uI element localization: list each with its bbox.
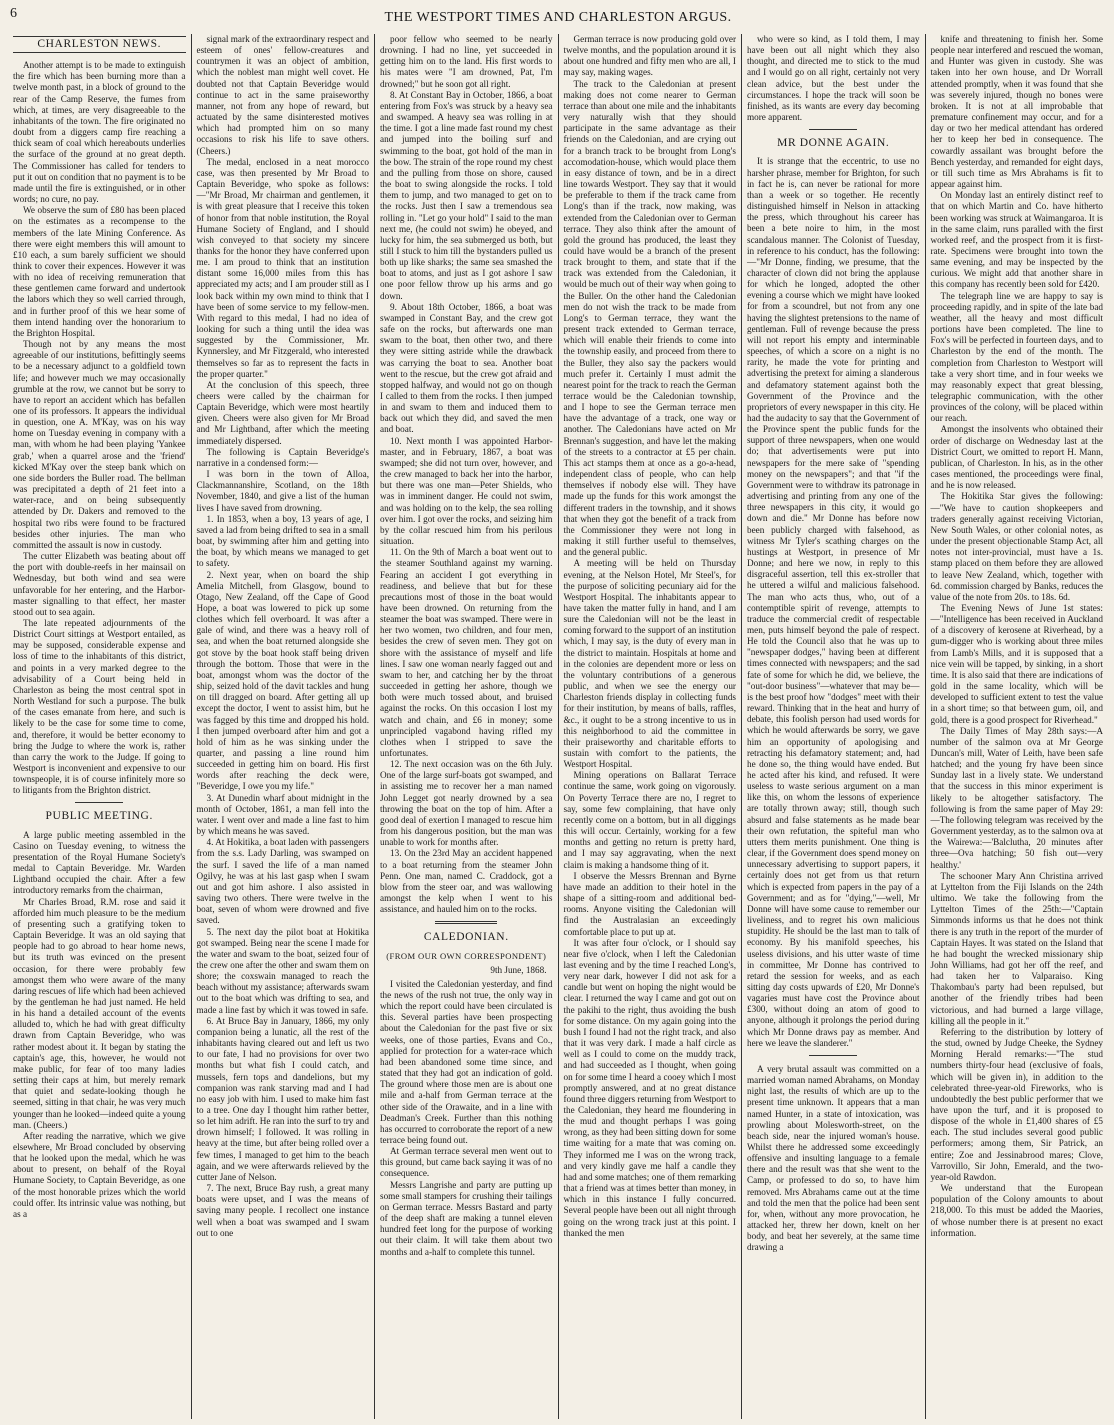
article-paragraph: 3. At Dunedin wharf about midnight in the month of October, 1861, a man fell into the water. I went over and made a line fast to him by which means he was saved. (196, 792, 369, 837)
article-paragraph: 13. On the 23rd May an accident happened to a boat returning from the steamer John Penn. One man, named C. Craddock, got a blow from the steer oar, and was wallowing amongst the kelp when I went to his assistance, and hauled him on to the rocks. (380, 848, 553, 915)
column-5 (742, 34, 926, 1419)
article-paragraph: signal mark of the extraordinary respect and esteem of ones' fellow-creatures and countrymen it was an object of ambition, which the noblest man might well covet. He doubted not that Captain Beveridge would continue to act in the same praiseworthy manner, not from any hope of reward, but actuated by the same disinterested motives which had prompted him on so many occasions to risk his life to save others. (Cheers.) (196, 34, 369, 156)
section-divider (75, 802, 123, 803)
columns (8, 34, 1108, 1419)
article-paragraph: 8. At Constant Bay in October, 1866, a boat entering from Fox's was struck by a heavy sea and swamped. A heavy sea was rolling in at the time. I got a line made fast round my chest and jumped into the boiling surf and swimming to the boat, got hold of the man in the bow. The strain of the rope round my chest and the pulling from those on shore, caused the boat to swing alongside the rocks. I told them to jump, and two managed to get on to the rocks. Just then I saw a tremendous sea rolling in. "Let go your hold" I said to the man next me, (he could not swim) he obeyed, and lucky for him, the sea submerged us both, but still I stuck to him till the bystanders pulled us both up like sharks; the same sea smashed the boat to atoms, and just as I got ashore I saw one poor fellow throw up his arms and go down. (380, 89, 553, 301)
article-paragraph: 10. Next month I was appointed Harbor-master, and in February, 1867, a boat was swamped; she did not turn over, however, and the crew managed to back her into the harbor, but there was one man—Peter Shields, who was in imminent danger. He could not swim, and was holding on to the kelp, the sea rolling over him. I got over the rocks, and seizing him by the collar rescued him from his perilous situation. (380, 435, 553, 547)
article-paragraph: 11. On the 9th of March a boat went out to the steamer Southland against my warning. Fearing an accident I got everything in readiness, and believe that but for these precautions most of those in the boat would have been drowned. On returning from the steamer the boat was swamped. There were in her two women, two children, and four men, besides the crew of seven men. They got on shore with the assistance of myself and life lines. I saw one woman nearly fagged out and swam to her, and catching her by the throat succeeded in getting her ashore, though we both were much tossed about, and bruised against the rocks. On this occasion I lost my watch and chain, and £6 in money; some unprincipled vagabond having rifled my clothes when I stripped to save the unfortunates. (380, 547, 553, 758)
article-paragraph: The cutter Elizabeth was beating about off the port with double-reefs in her mainsail on Wednesday, but both wind and sea were unfavorable for her entering, and the Harbor-master signalling to that effect, her master stood out to sea again. (13, 551, 186, 617)
article-paragraph: Referring to the distribution by lottery of the stud, owned by Judge Cheeke, the Sydney Morning Herald remarks:—"The stud numbers thirty-four head (exclusive of foals, which will be given in), in addition to the celebrated three-year-old Fireworks, who is undoubtedly the best public performer that we have upon the turf, and it is proposed to dispose of the whole in £1,400 shares of £5 each. The stud includes several good public performers; among them, Sir Patrick, an entire; Zoe and Jessinabrood mares; Clove, Varrovillo, Sir John, Emerald, and the two-year-old Rawdon. (930, 1026, 1103, 1182)
section-title: PUBLIC MEETING. (45, 810, 153, 823)
article-paragraph: poor fellow who seemed to be nearly drowning. I had no line, yet succeeded in getting him on to the land. His first words to his mates were "I am drowned, Pat, I'm drowned;" but he soon got all right. (380, 34, 553, 89)
section-divider (809, 129, 857, 130)
column-6 (926, 34, 1109, 1419)
page-number: 6 (10, 6, 17, 21)
article-paragraph: Mining operations on Ballarat Terrace continue the same, work going on vigorously. On Poverty Terrace there are no, I regret to say, some few complaining, that have only recently come on a bottom, but in all diggings this will occur. Certainly, working for a few months and getting no return is pretty hard, and I may say aggravating, when the next claim is making a handsome thing of it. (563, 770, 736, 870)
article-paragraph: 5. The next day the pilot boat at Hokitika got swamped. Being near the scene I made for the water and swam to the boat, seized four of the crew one after the other and swam them on shore; the coxswain managed to reach the beach without my assistance; afterwards swam out to the boat which was drifting to sea, and made a line fast by which it was towed in safe. (196, 926, 369, 1015)
article-paragraph: After reading the narrative, which we give elsewhere, Mr Broad concluded by observing that he looked upon the medal, which he was about to present, on behalf of the Royal Humane Society, to Captain Beveridge, as one of the most honorable prizes which the world could offer. Its intrinsic value was nothing, but as a (13, 1130, 186, 1219)
article-paragraph: A meeting will be held on Thursday evening, at the Nelson Hotel, Mr Steel's, for the purpose of soliciting pecuniary aid for the Westport Hospital. The inhabitants appear to have taken the matter fully in hand, and I am sure the Caledonian will not be the least in coming forward to the support of an institution which, I may say, is the duty of every man in the district to maintain. Hospitals at home and in the colonies are dependent more or less on the voluntary contributions of a generous public, and when we see the energy our Charleston friends display in collecting funds for their institution, by means of balls, raffles, &c., it ought to be a strong incentive to us in this neighborhood to aid the committee in their praiseworthy and charitable efforts to sustain with comfort to the patients, the Westport Hospital. (563, 558, 736, 770)
column-1 (8, 34, 192, 1419)
article-paragraph: German terrace is now producing gold over twelve months, and the population around it is about one hundred and fifty men who are all, I may say, making wages. (563, 34, 736, 78)
article-paragraph: The Daily Times of May 28th says:—A number of the salmon ova at Mr George Duncan's mill, Water of Leith, have been safe hatched; and the young fry have been since Sunday last in a lively state. We understand that the success in this minor experiment is likely to be altogether satisfactory. The following is from the same paper of May 29:—The following telegram was received by the Government yesterday, as to the salmon ova at the Wairewa:—'Balclutha, 20 minutes after three—Ova hatching; 50 fish out—very healthy.' (930, 725, 1103, 870)
article-paragraph: The telegraph line we are happy to say is proceeding rapidly, and in spite of the late bad weather, all the heavy and most difficult portions have been completed. The line to Fox's will be perfected in fourteen days, and to Charleston by the end of the month. The completion from Charleston to Westport will take a very short time, and in four weeks we may reasonably expect that great blessing, telegraphic communication, with the other provinces of the colony, will be placed within our reach. (930, 290, 1103, 424)
article-paragraph: 2. Next year, when on board the ship Amelia Mitchell, from Glasgow, bound to Otago, New Zealand, off the Cape of Good Hope, a boat was lowered to pick up some clothes which fell overboard. It was after a gale of wind, and there was a heavy roll of sea, and when the boat returned alongside she got stove by the boat hook staff being driven through the bottom. Those that were in the boat, amongst whom was the doctor of the ship, seized hold of the davit tackles and hung on till dragged on board. After getting all up except the doctor, I went to assist him, but he was fagged by this time and dropped his hold. I then jumped overboard after him and got a hold of him as he was sinking under the quarter, and passing a line round him succeeded in getting him on board. His first words after reaching the deck were, "Beveridge, I owe you my life." (196, 569, 369, 792)
section-title: CHARLESTON NEWS. (13, 36, 186, 53)
article-paragraph: 7. The next, Bruce Bay rush, a great many boats were upset, and I was the means of saving many people. I recollect one instance well when a boat was swamped and I swam out to one (196, 1183, 369, 1238)
article-paragraph: Messrs Langrishe and party are putting up some small stampers for crushing their tailings on German terrace. Messrs Bastard and party of the deep shaft are making a tunnel eleven hundred feet long for the purpose of working out their claim. It will take them about two months and a-half to complete this tunnel. (380, 1179, 553, 1257)
article-paragraph: 9. About 18th October, 1866, a boat was swamped in Constant Bay, and the crew got safe on the rocks, but afterwards one man swam to the boat, then other two, and there they were sitting astride while the drawback was carrying the boat to sea. Another boat went to the rescue, but the crew got afraid and stopped halfway, and would not go on though I called to them from the rocks. I then jumped in and swam to them and induced them to back out which they did, and saved the men and boat. (380, 301, 553, 435)
article-paragraph: Amongst the insolvents who obtained their order of discharge on Wednesday last at the District Court, we omitted to report H. Mann, publican, of Charleston. In his, as in the other cases mentioned, the proceedings were final, and he is now released. (930, 424, 1103, 491)
masthead-title: THE WESTPORT TIMES AND CHARLESTON ARGUS. (384, 10, 732, 25)
article-paragraph: A very brutal assault was committed on a married woman named Abrahams, on Monday night last, the results of which are up to the present time unknown. It appears that a man named Hunter, in a state of intoxication, was prowling about Molesworth-street, on the beach side, near the injured woman's house. Whilst there he addressed some exceedingly offensive and insulting language to a female there and the result was that she went to the Camp, or professed to do so, to have him removed. Mrs Abrahams came out at the time and told the men that the police had been sent for, when, without any more provocation, he attacked her, threw her down, knelt on her body, and beat her severely, at the same time drawing a (747, 1063, 920, 1253)
byline: (FROM OUR OWN CORRESPONDENT) (386, 950, 547, 961)
article-paragraph: I visited the Caledonian yesterday, and find the news of the rush not true, the only way in which the report could have been circulated is this. Several parties have been prospecting about the Caledonian for the past five or six weeks, one of those parties, Evans and Co., applied for protection for a water-race which had been abandoned some time since, and stated that they had got an indication of gold. The ground where those men are is about one mile and a-half from German terrace at the other side of the Orawaite, and in a line with Deadman's Creek. Further than this nothing has occurred to corroborate the report of a new terrace being found out. (380, 978, 553, 1145)
article-paragraph: knife and threatening to finish her. Some people near interfered and rescued the woman, and Hunter was given in custody. She was taken into her own house, and Dr Worrall attended promptly, when it was found that she was severely injured, though no bones were broken. It is not at all improbable that premature confinement may occur, and for a day or two her medical attendant has ordered her to keep her bed in consequence. The cowardly assailant was brought before the Bench yesterday, and remanded for eight days, or till such time as Mrs Abrahams is fit to appear against him. (930, 34, 1103, 190)
article-paragraph: I was born in the town of Alloa, Clackmannanshire, Scotland, on the 18th November, 1840, and give a list of the human lives I have saved from drowning. (196, 469, 369, 513)
article-paragraph: The late repeated adjournments of the District Court sittings at Westport entailed, as may be supposed, considerable expense and loss of time to the inhabitants of this district, and points in a very marked degree to the advisability of a Court being held in Charleston as being the most central spot in North Westland for such a purpose. The bulk of the cases emanate from here, and such is likely to be the case for some time to come, and, therefore, it would be better economy to bring the Judge to where the work is, rather than carry the work to the Judge. If going to Westport is inconvenient and expensive to our townspeople, it is of course infinitely more so to litigants from the Brighton district. (13, 617, 186, 796)
article-paragraph: It is strange that the eccentric, to use no harsher phrase, member for Brighton, for such in fact he is, can never be rational for more than a week or so together. He recently distinguished himself in Nelson in attacking the press, which throughout his career has been a bete noire to him, in the most scandalous manner. The Colonist of Tuesday, in reference to his conduct, has the following:—"Mr Donne, finding, we presume, that the character of clown did not bring the applause for which he longed, adopted the other evening a course which we might have looked for from a scoundrel, but not from any one having the slightest pretensions to the name of gentleman. Full of revenge because the press will not report his empty and interminable speeches, of which a score on a night is no rarity, he made the vote for printing and advertising the pretext for aiming a slanderous and defamatory statement against both the Government of the Province and the proprietors of every newspaper in this city. He had the audacity to say that the Government of the Province spent the public funds for the support of three newspapers, when one would do; that advertisements were put into newspapers for the mere sake of "spending money on the newspapers"; and that "if the Government were to withdraw its patronage in advertising and printing from any one of the three newspapers in this city, it would go down and die." Mr Donne has before now been publicly charged with falsehood, as witness Mr Tyler's scathing charges on the hustings at Westport, in presence of Mr Donne; and here we now, in reply to this disgraceful assertion, tell this ex-stroller that he uttered a wilful and malicious falsehood. The man who acts thus, who, out of a contemptible spirit of revenge, attempts to traduce the commercial credit of respectable men, puts himself beyond the pale of respect. He told the Council also that he was up to "newspaper dodges," having been at different times connected with newspapers; and the sad fate of some for which he did, we believe, the "out-door business"—whatever that may be—is the best proof how "dodges" meet with their reward. Thinking that in the heat and hurry of debate, this foolish person had used words for which he would afterwards be sorry, we gave him an opportunity of apologising and retracting his defamatory statement; and, had he done so, the thing would have ended. But he acted after his kind, and refused. It were useless to waste serious argument on a man like this, on whom the lessons of experience are totally thrown away; still, though such absurd and false statements as he made bear their own refutation, the spiteful man who utters them merits punishment. One thing is clear, if the Government does spend money on unnecessary advertising to support papers, it certainly does not get from us that return which is expected from papers in the pay of a Government; and as for "dying,"—well, Mr Donne will have some cause to remember our liveliness, and to regret his own malicious stupidity. He should be the last man to talk of economy. By his manifold speeches, his useless divisions, and his utter waste of time in committee, Mr Donne has contrived to retard the session for weeks, and as each sitting day costs upwards of £20, Mr Donne's vagaries must have cost the Province about £300, without doing an atom of good to anyone, although it prolongs the period during which Mr Donne draws pay as member. And here we leave the slanderer." (747, 156, 920, 1048)
section-title: CALEDONIAN. (423, 931, 509, 944)
article-paragraph: The Hokitika Star gives the following:—"We have to caution shopkeepers and traders generally against receiving Victorian, New South Wales, or other colonial notes, as under the present objectionable Stamp Act, all notes not inter-provincial, must have a 1s. stamp placed on them before they are allowed to leave New Zealand, which, together with 6d. commission charged by Banks, reduces the value of the note from 20s. to 18s. 6d. (930, 491, 1103, 602)
article-paragraph: The Evening News of June 1st states:—"Intelligence has been received in Auckland of a discovery of kerosene at Riverhead, by a gum-digger who is working about three miles from Lamb's Mills, and it is supposed that a nice vein will be tapped, by sinking, in a short time. It is also said that there are indications of gold in the same locality, which will be developed to sufficient extent to test the value in a short time; so that between gum, oil, and gold, there is a good prospect for Riverhead." (930, 602, 1103, 725)
article-paragraph: The track to the Caledonian at present making does not come nearer to German terrace than about one mile and the inhabitants very naturally wish that they should participate in the same advantage as their friends on the Caledonian, and are crying out for a branch track to be brought from Long's accomodation-house, which would place them in easy distance of town, and be in a direct line towards Westport. They say that it would be preferable to them if the track came from Long's than if the track, now making, was extended from the Caledonian over to German terrace. They also think after the amount of gold the ground has produced, the least they could have would be a branch of the present track brought to them, and state that if the track was extended from the Caledonian, it would be much out of their way when going to the Buller. On the other hand the Caledonian men do not wish the track to be made from Long's to German terrace, they want the present track extended to German terrace, which will enable their friends to come into the township easily, and proceed from there to the Buller, they also say the packers would much prefer it. Certainly I must admit the nearest point for the track to reach the German terrace would be the Caledonian township, and I hope to see the German terrace men have the advantage of a track, one way or another. The Caledonians have acted on Mr Brennan's suggestion, and have let the making of the streets to a contractor at £5 per chain. This act stamps them at once as a go-a-head, independent class of people, who can help themselves if nobody else will. They have made up the funds for this work amongst the different traders in the township, and it shows that when they got the benefit of a track from the Commissioner they were not long in making it still further useful to themselves, and the general public. (563, 78, 736, 558)
masthead (8, 4, 1108, 32)
article-paragraph: 6. At Bruce Bay in January, 1866, my only companion being a lunatic, all the rest of the inhabitants having cleared out and left us two to our fate, I had no provisions for over two months but what fish I could catch, and mussels, fern tops and dandelions, but my companion was rank starving mad and I had no easy job with him. I used to make him fast to a tree. One day I thought him rather better, so let him adrift. He ran into the surf to try and drown himself; I followed. It was rolling in heavy at the time, but after being rolled over a few times, I managed to get him to the beach again, and we were afterwards relieved by the cutter Jane of Nelson. (196, 1015, 369, 1182)
article-paragraph: Another attempt is to be made to extinguish the fire which has been burning more than a twelve month past, in a block of ground to the rear of the Camp Reserve, the fumes from which, at times, are very disagreeable to the inhabitants of the town. The fire originated no doubt from a diggers camp fire reaching a thick seam of coal which hereabouts underlies the surface of the ground at no great depth. The Commissioner has called for tenders to put it out on condition that no payment is to be made until the fire is extinguished, or in other words; no cure, no pay. (13, 60, 186, 205)
article-paragraph: 1. In 1853, when a boy, 13 years of age, I saved a lad from being drifted to sea in a small boat, by swimming after him and getting into the boat, by which means we managed to get to safety. (196, 513, 369, 569)
article-paragraph: I observe the Messrs Brennan and Byrne have made an addition to their hotel in the shape of a sitting-room and additional bed-rooms. Anyone visiting the Caledonian will find the Australasian an exceedingly comfortable place to put up at. (563, 870, 736, 937)
section-divider (435, 921, 497, 924)
article-paragraph: A large public meeting assembled in the Casino on Tuesday evening, to witness the presentation of the Royal Humane Society's medal to Captain Beveridge. Mr. Warden Lightband occupied the chair. After a few introductory remarks from the chairman, (13, 829, 186, 896)
article-paragraph: We observe the sum of £80 has been placed on the estimates as a recompense to the members of the late Mining Conference. As there were eight members this will amount to £10 each, a sum barely sufficient we should think to cover their expences. However it was with no idea of receiving remuneration that these gentlemen came forward and undertook the labors which they so well carried through, and in further proof of this we hear some of them intend handing over the honorarium to the Brighton Hospital. (13, 205, 186, 338)
column-3 (375, 34, 559, 1419)
article-paragraph: The medal, enclosed in a neat morocco case, was then presented by Mr Broad to Captain Beveridge, who spoke as follows:—"Mr Broad, Mr chairman and gentlemen, it is with great pleasure that I receive this token of honor from that noble institution, the Royal Humane Society of England, and I should wish conveyed to that society my sincere thanks for the honor they have conferred upon me. I am proud to think that an institution distant some 16,000 miles from this has appreciated my acts; and I am prouder still as I look back within my own mind to think that I have been of some service to my fellow-men. With regard to this medal, I had no idea of looking for such a thing until the idea was suggested by the Commissioner, Mr. Kynnersley, and Mr Fitzgerald, who interested themselves so far as to represent the facts in the proper quarter." (196, 156, 369, 379)
article-paragraph: 12. The next occasion was on the 6th July. One of the large surf-boats got swamped, and in assisting me to recover her a man named John Legget got nearly drowned by a sea throwing the boat on the top of him. After a good deal of exertion I managed to rescue him from his dangerous position, but the man was unable to work for months after. (380, 759, 553, 848)
dateline: 9th June, 1868. (490, 964, 547, 975)
article-paragraph: who were so kind, as I told them, I may have been out all night which they also thought, and directed me to stick to the mud and I would go on all right, certainly not very clean advice, but the best under the circumstances. I hope the track will soon be finished, as its wants are every day becoming more apparent. (747, 34, 920, 123)
article-paragraph: Though not by any means the most agreeable of our institutions, befittingly seems to be a necessary adjunct to a goldfield town life; and however much we may occasionally grumble at the row, we cannot but be sorry to have to report an accident which has befallen one of its professors. It appears the individual in question, one A. M'Kay, was on his way home on Tuesday evening in company with a man, with whom he had been playing 'Yankee grab,' when a quarrel arose and the 'friend' kicked M'Kay over the steep bank which on one side borders the Buller road. The bellman was precipitated a depth of 21 feet into a water-race, and on being subsequently attended by Dr. Dakers and removed to the hospital two ribs were found to be fractured besides other injuries. The man who committed the assault is now in custody. (13, 339, 186, 550)
article-paragraph: The schooner Mary Ann Christina arrived at Lyttelton from the Fiji Islands on the 24th ultimo. We take the following from the Lyttelton Times of the 25th:—"Captain Simmonds informs us that he does not think there is any truth in the report of the murder of Captain Hayes. It was stated on the Island that he had bought the wrecked missionary ship John Williams, had got her off the reef, and had taken her to Valparaiso. King Thakombau's party had been repulsed, but another of the friendly tribes had been victorious, and had burned a large village, killing all the people in it." (930, 870, 1103, 1026)
section-title: MR DONNE AGAIN. (777, 137, 890, 150)
article-paragraph: At German terrace several men went out to this ground, but came back saying it was of no consequence. (380, 1146, 553, 1179)
section-divider (809, 1055, 857, 1056)
article-paragraph: 4. At Hokitika, a boat laden with passengers from the s.s. Lady Darling, was swamped on the surf. I saved the life of a man named Ogilvy, he was at his last gasp when I swam out and got him ashore. I also assisted in saving two others. There were twelve in the boat, seven of whom were drowned and five saved. (196, 837, 369, 926)
column-2 (192, 34, 376, 1419)
article-paragraph: On Monday last an entirely distinct reef to that on which Martin and Co. have hitherto been working was struck at Waimangaroa. It is in the same claim, runs paralled with the first worked reef, and the prospect from it is first-rate. Specimens were brought into town the same evening, and may be inspected by the curious. We might add that another share in this company has recently been sold for £420. (930, 190, 1103, 290)
article-paragraph: It was after four o'clock, or I should say near five o'clock, when I left the Caledonian last evening and by the time I reached Long's, very near dark, however I did not ask for a candle but went on hoping the night would be clear. I returned the way I came and got out on the pakihi to the right, thus avoiding the bush for some distance. On my again going into the bush I found I had not the right track, and also that it was very dark. I made a half circle as well as I could to come on the muddy track, and had succeeded as I thought, when going on for some time I heard a cooey which I most promptly answered, and at no great distance found three diggers returning from Westport to the Caledonian, they heard me floundering in the mud and thought perhaps I was going wrong, as they had been sitting down for some time waiting for a mate that was coming on. They informed me I was on the wrong track, and very kindly gave me half a candle they had and some matches; one of them remarking that a friend was at times better than money, in which in this instance I fully concurred. Several people have been out all night through going on the wrong track just at this point. I thanked the men (563, 937, 736, 1238)
article-paragraph: Mr Charles Broad, R.M. rose and said it afforded him much pleasure to be the medium of presenting such a gratifying token to Captain Beveridge. It was an old saying that people had to go abroad to hear home news, but its truth was evinced on the present occasion, for there were probably few amongst them who were aware of the many daring rescues of life which had been achieved by the gentleman he had just named. He held in his hand a detailed account of the events alluded to, which he had with great difficulty drawn from Captain Beveridge, who was rather modest about it. It began by stating the captain's age, this, however, he would not make public, for fear of too many ladies setting their caps at him, but merely remark that quiet and sedate-looking though he seemed, sitting in that chair, he was very much younger than he looked—indeed quite a young man. (Cheers.) (13, 896, 186, 1130)
article-paragraph: We understand that the European population of the Colony amounts to about 218,000. To this must be added the Maories, of whose number there is at present no exact information. (930, 1183, 1103, 1238)
article-paragraph: At the conclusion of this speech, three cheers were called by the chairman for Captain Beveridge, which were most heartily given. Cheers were also given for Mr Broad and Mr Lightband, after which the meeting immediately dispersed. (196, 379, 369, 446)
article-paragraph: The following is Captain Beveridge's narrative in a condensed form:— (196, 446, 369, 468)
column-4 (559, 34, 743, 1419)
